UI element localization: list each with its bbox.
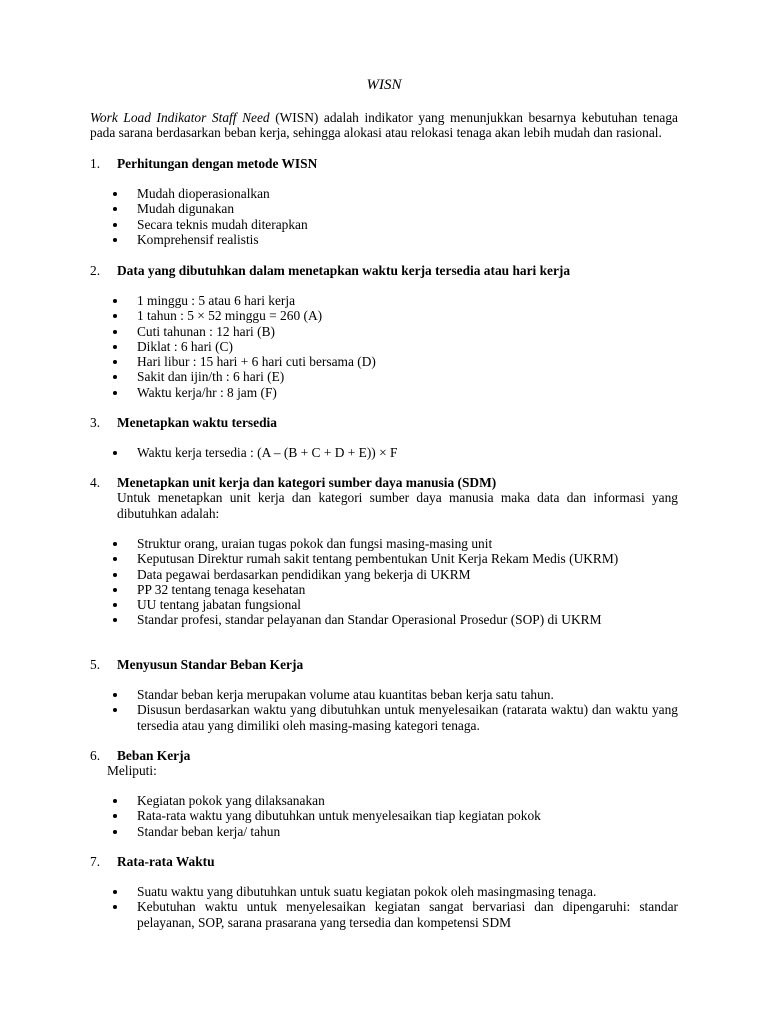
section-title: Data yang dibutuhkan dalam menetapkan waktu kerja tersedia atau hari kerja — [117, 263, 571, 278]
section-6-heading — [90, 748, 678, 779]
section-number: 6. — [90, 748, 101, 763]
list-item: UU tentang jabatan fungsional — [90, 597, 678, 612]
section-1-heading — [90, 156, 678, 171]
bullet-icon — [113, 207, 117, 211]
section-2-list — [90, 293, 678, 400]
bullet-icon — [113, 588, 117, 592]
bullet-icon — [113, 360, 117, 364]
section-number: 1. — [90, 156, 101, 171]
section-number: 7. — [90, 854, 101, 869]
bullet-icon — [113, 814, 117, 818]
section-4-list — [90, 536, 678, 628]
bullet-icon — [113, 890, 117, 894]
list-item: Standar beban kerja merupakan volume atau kuantitas beban kerja satu tahun. — [90, 687, 678, 702]
list-item: Kebutuhan waktu untuk menyelesaikan kegiatan sangat bervariasi dan dipengaruhi: standar pelayanan, SOP, sarana prasarana yang tersedia dan kompetensi SDM — [90, 899, 678, 930]
list-item: Suatu waktu yang dibutuhkan untuk suatu kegiatan pokok oleh masingmasing tenaga. — [90, 884, 678, 899]
intro-paragraph — [90, 110, 678, 141]
list-item: Rata-rata waktu yang dibutuhkan untuk menyelesaikan tiap kegiatan pokok — [90, 808, 678, 823]
bullet-icon — [113, 603, 117, 607]
section-description: Untuk menetapkan unit kerja dan kategori sumber daya manusia maka data dan informasi yang dibutuhkan adalah: — [117, 490, 678, 521]
section-7-heading — [90, 854, 678, 869]
bullet-icon — [113, 905, 117, 909]
section-number: 3. — [90, 415, 101, 430]
bullet-icon — [113, 375, 117, 379]
list-item: Disusun berdasarkan waktu yang dibutuhkan untuk menyelesaikan (ratarata waktu) dan waktu yang tersedia atau yang dimiliki oleh masing-masing kategori tenaga. — [90, 702, 678, 733]
section-title: Rata-rata Waktu — [117, 854, 215, 869]
list-item: Cuti tahunan : 12 hari (B) — [90, 324, 678, 339]
bullet-icon — [113, 557, 117, 561]
bullet-icon — [113, 330, 117, 334]
list-item: Hari libur : 15 hari + 6 hari cuti bersama (D) — [90, 354, 678, 369]
section-1-list — [90, 186, 678, 247]
section-3-heading — [90, 415, 678, 430]
list-item: 1 tahun : 5 × 52 minggu = 260 (A) — [90, 308, 678, 323]
bullet-icon — [113, 223, 117, 227]
bullet-icon — [113, 708, 117, 712]
section-2-heading — [90, 263, 678, 278]
bullet-icon — [113, 573, 117, 577]
list-item: Keputusan Direktur rumah sakit tentang pembentukan Unit Kerja Rekam Medis (UKRM) — [90, 551, 678, 566]
list-item: Sakit dan ijin/th : 6 hari (E) — [90, 369, 678, 384]
section-4-heading — [90, 475, 678, 521]
bullet-icon — [113, 451, 117, 455]
list-item: Mudah digunakan — [90, 201, 678, 216]
section-3-list — [90, 445, 678, 460]
section-number: 2. — [90, 263, 101, 278]
bullet-icon — [113, 693, 117, 697]
intro-text: (WISN) adalah indikator yang menunjukkan besarnya kebutuhan tenaga pada sarana berdasarkan beban kerja, sehingga alokasi atau relokasi tenaga akan lebih mudah dan rasional. — [90, 110, 678, 141]
section-6-list — [90, 793, 678, 839]
section-title: Beban Kerja — [117, 748, 191, 763]
list-item: Data pegawai berdasarkan pendidikan yang bekerja di UKRM — [90, 567, 678, 582]
section-number: 5. — [90, 657, 101, 672]
list-item: Diklat : 6 hari (C) — [90, 339, 678, 354]
bullet-icon — [113, 830, 117, 834]
list-item: Struktur orang, uraian tugas pokok dan fungsi masing-masing unit — [90, 536, 678, 551]
list-item: 1 minggu : 5 atau 6 hari kerja — [90, 293, 678, 308]
bullet-icon — [113, 314, 117, 318]
intro-term: Work Load Indikator Staff Need — [90, 110, 270, 125]
section-title: Menetapkan unit kerja dan kategori sumber daya manusia (SDM) — [117, 475, 497, 490]
section-5-list — [90, 687, 678, 733]
bullet-icon — [113, 391, 117, 395]
bullet-icon — [113, 345, 117, 349]
list-item: Kegiatan pokok yang dilaksanakan — [90, 793, 678, 808]
section-title: Menyusun Standar Beban Kerja — [117, 657, 304, 672]
list-item: PP 32 tentang tenaga kesehatan — [90, 582, 678, 597]
bullet-icon — [113, 299, 117, 303]
list-item: Secara teknis mudah diterapkan — [90, 217, 678, 232]
bullet-icon — [113, 542, 117, 546]
bullet-icon — [113, 238, 117, 242]
section-5-heading — [90, 657, 678, 672]
section-7-list — [90, 884, 678, 930]
bullet-icon — [113, 799, 117, 803]
list-item: Komprehensif realistis — [90, 232, 678, 247]
bullet-icon — [113, 192, 117, 196]
section-description: Meliputi: — [107, 763, 157, 779]
section-title: Perhitungan dengan metode WISN — [117, 156, 318, 171]
list-item: Mudah dioperasionalkan — [90, 186, 678, 201]
list-item: Standar beban kerja/ tahun — [90, 824, 678, 839]
document-title: WISN — [366, 77, 402, 93]
section-title: Menetapkan waktu tersedia — [117, 415, 277, 430]
list-item: Waktu kerja/hr : 8 jam (F) — [90, 385, 678, 400]
list-item: Standar profesi, standar pelayanan dan Standar Operasional Prosedur (SOP) di UKRM — [90, 612, 678, 627]
section-number: 4. — [90, 475, 101, 490]
bullet-icon — [113, 618, 117, 622]
list-item: Waktu kerja tersedia : (A – (B + C + D + E)) × F — [90, 445, 678, 460]
